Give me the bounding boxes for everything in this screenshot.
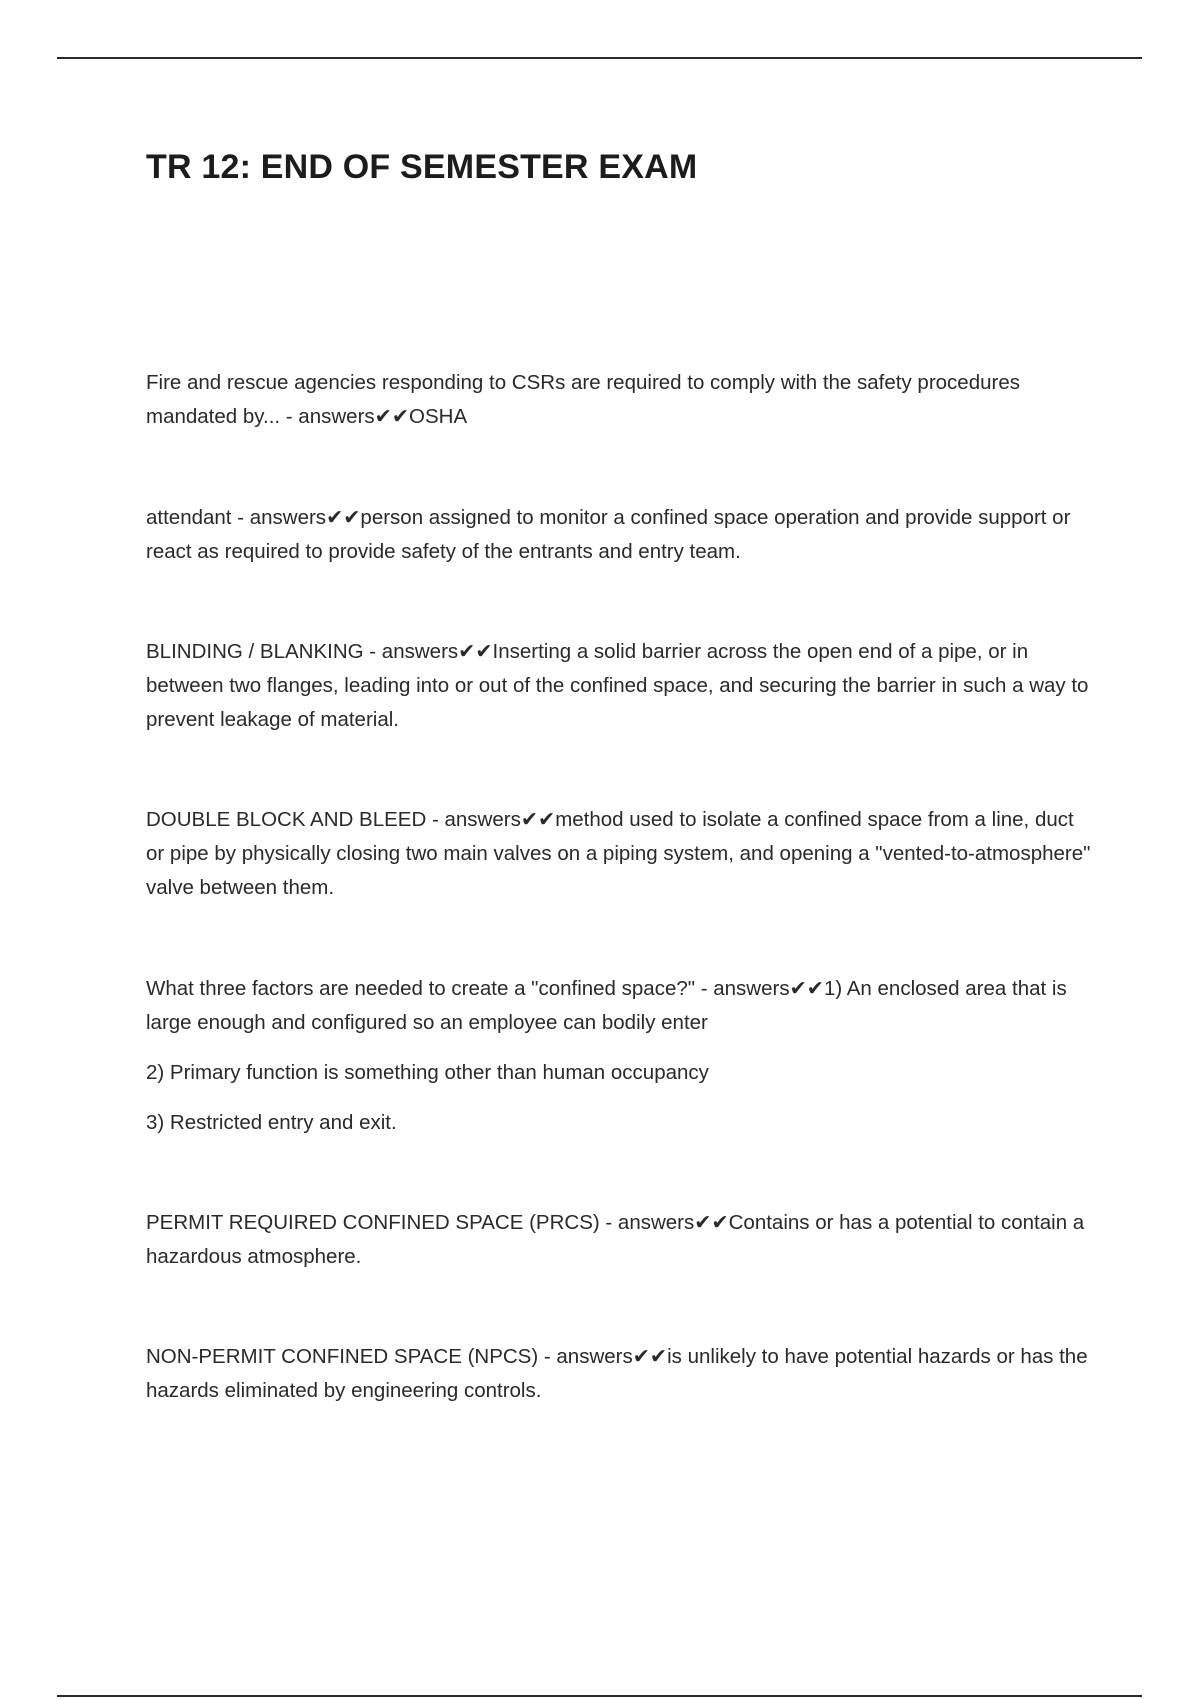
answer-separator: - answers <box>599 1211 695 1234</box>
bottom-rule <box>57 1695 1142 1697</box>
checkmarks-icon: ✔✔ <box>520 808 556 831</box>
question-text: BLINDING / BLANKING <box>146 640 364 663</box>
qa-entry-npcs <box>146 1340 1091 1408</box>
answer-separator: - answers <box>231 506 327 529</box>
question-text: Fire and rescue agencies responding to CSRs are required to comply with the safety procedures mandated by... <box>146 371 1020 428</box>
answer-separator: - answers <box>426 808 521 831</box>
question-text: What three factors are needed to create a "confined space?" <box>146 977 696 1000</box>
qa-entry-osha <box>146 366 1091 434</box>
answer-text: OSHA <box>409 405 468 428</box>
checkmarks-icon: ✔✔ <box>458 640 493 663</box>
checkmarks-icon: ✔✔ <box>789 977 824 1000</box>
answer-separator: - answers <box>538 1345 633 1368</box>
qa-entry-prcs <box>146 1206 1091 1274</box>
answer-text: Contains or has a potential to contain a hazardous atmosphere. <box>146 1211 1085 1268</box>
qa-text <box>146 635 1091 737</box>
answer-separator: - answers <box>363 640 459 663</box>
qa-entry-attendant <box>146 501 1091 569</box>
qa-text <box>146 1206 1091 1274</box>
answer-text: method used to isolate a confined space from a line, duct or pipe by physically closing two main valves on a piping system, and opening a "vented-to-atmosphere" valve between them. <box>146 808 1091 899</box>
checkmarks-icon: ✔✔ <box>326 506 361 529</box>
qa-text <box>146 501 1091 569</box>
answer-separator: - answers <box>280 405 375 428</box>
qa-text <box>146 803 1091 905</box>
qa-text <box>146 972 1091 1040</box>
checkmarks-icon: ✔✔ <box>694 1211 729 1234</box>
question-text: PERMIT REQUIRED CONFINED SPACE (PRCS) <box>146 1211 600 1234</box>
answer-line-2: 2) Primary function is something other than human occupancy <box>146 1061 709 1084</box>
answer-line-3: 3) Restricted entry and exit. <box>146 1111 397 1134</box>
checkmarks-icon: ✔✔ <box>374 405 410 428</box>
qa-entry-double-block <box>146 803 1091 905</box>
answer-text: Inserting a solid barrier across the open end of a pipe, or in between two flanges, leading into or out of the confined space, and securing the barrier in such a way to prevent leakage of material. <box>146 640 1089 731</box>
qa-entry-confined-space-factors <box>146 972 1091 1140</box>
checkmarks-icon: ✔✔ <box>632 1345 668 1368</box>
top-rule <box>57 57 1142 59</box>
question-text: NON-PERMIT CONFINED SPACE (NPCS) <box>146 1345 539 1368</box>
answer-text: is unlikely to have potential hazards or has the hazards eliminated by engineering controls. <box>146 1345 1088 1402</box>
answer-separator: - answers <box>695 977 790 1000</box>
page-title: TR 12: END OF SEMESTER EXAM <box>146 148 698 186</box>
qa-entry-blinding <box>146 635 1091 737</box>
answer-text: 1) An enclosed area that is large enough and configured so an employee can bodily enter <box>146 977 1067 1034</box>
question-text: DOUBLE BLOCK AND BLEED <box>146 808 427 831</box>
answer-text: person assigned to monitor a confined space operation and provide support or react as required to provide safety of the entrants and entry team. <box>146 506 1071 563</box>
question-text: attendant <box>146 506 232 529</box>
qa-text <box>146 1340 1091 1408</box>
qa-text <box>146 366 1091 434</box>
